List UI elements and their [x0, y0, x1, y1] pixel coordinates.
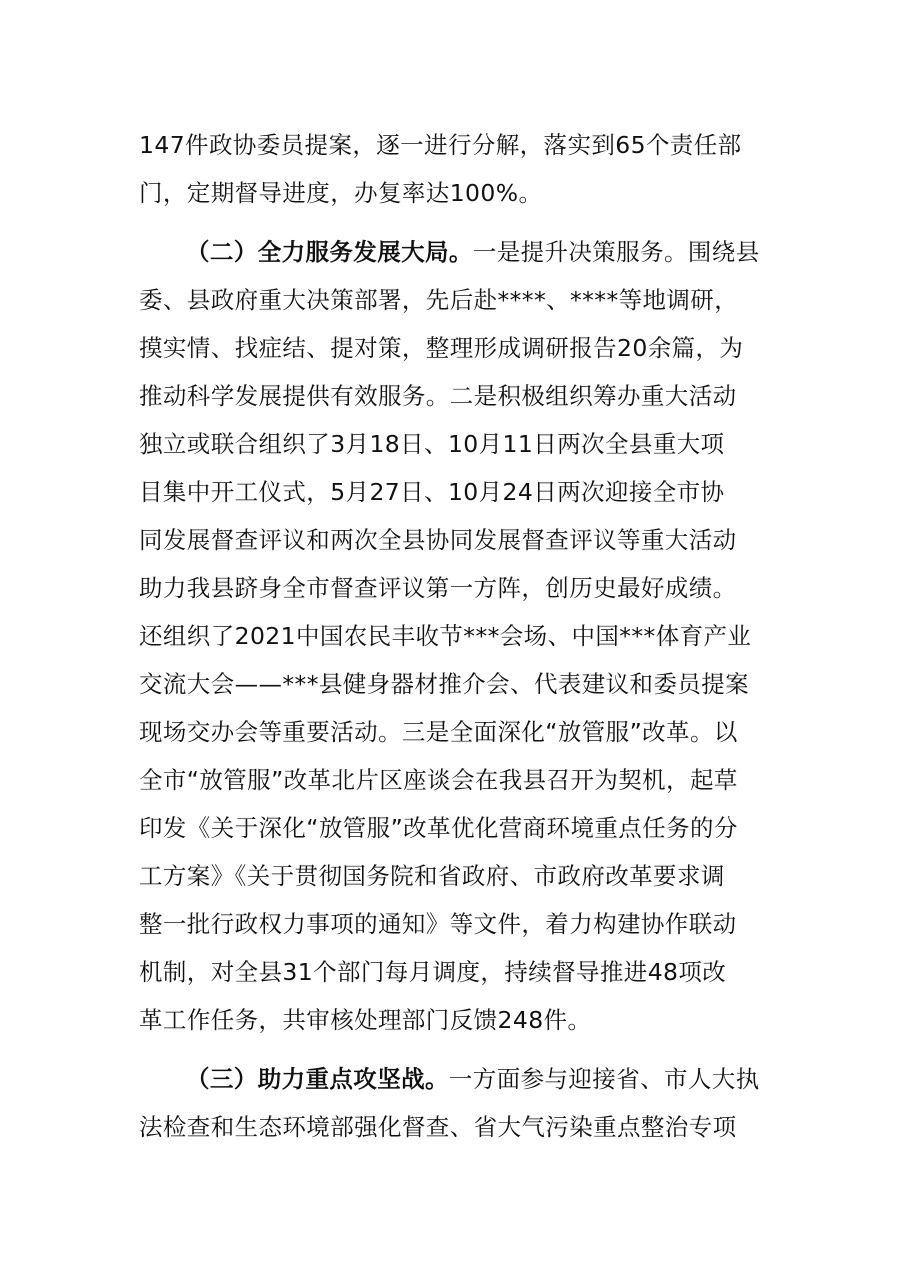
section-3-line — [186, 1059, 779, 1099]
text-line-4: 委、县政府重大决策部署，先后赴****、****等地调研， — [139, 286, 739, 314]
text-line-12: 交流大会——***县健身器材推介会、代表建议和委员提案 — [139, 670, 750, 698]
text-line-5: 摸实情、找症结、提对策，整理形成调研报告20余篇，为 — [139, 334, 744, 362]
text-line-19: 革工作任务，共审核处理部门反馈248件。 — [139, 1006, 592, 1034]
text-line-17: 整一批行政权力事项的通知》等文件，着力构建协作联动 — [139, 910, 737, 938]
text-line-14: 全市“放管服”改革北片区座谈会在我县召开为契机，起草 — [139, 766, 738, 794]
text-line-9: 同发展督查评议和两次全县协同发展督查评议等重大活动 — [139, 526, 737, 554]
text-line-13: 现场交办会等重要活动。三是全面深化“放管服”改革。以 — [139, 718, 738, 746]
text-line-1: 147件政协委员提案，逐一进行分解，落实到65个责任部 — [139, 131, 742, 159]
text-line-18: 机制，对全县31个部门每月调度，持续督导推进48项改 — [139, 958, 727, 986]
text-line-21: 法检查和生态环境部强化督查、省大气污染重点整治专项 — [139, 1113, 737, 1141]
section-2-text: 一是提升决策服务。围绕县 — [472, 238, 760, 266]
text-line-16: 工方案》《关于贯彻国务院和省政府、市政府改革要求调 — [139, 862, 725, 890]
section-2-line — [186, 232, 779, 272]
text-line-15: 印发《关于深化“放管服”改革优化营商环境重点任务的分 — [139, 814, 738, 842]
section-3-text: 一方面参与迎接省、市人大执 — [448, 1065, 760, 1093]
text-line-11: 还组织了2021中国农民丰收节***会场、中国***体育产业 — [139, 622, 752, 650]
section-2-heading: （二）全力服务发展大局。 — [186, 238, 473, 266]
text-line-2: 门，定期督导进度，办复率达100%。 — [139, 179, 543, 207]
text-line-8: 目集中开工仪式，5月27日、10月24日两次迎接全市协 — [139, 478, 725, 506]
text-line-7: 独立或联合组织了3月18日、10月11日两次全县重大项 — [139, 430, 725, 458]
section-3-heading: （三）助力重点攻坚战。 — [186, 1065, 449, 1093]
text-line-6: 推动科学发展提供有效服务。二是积极组织筹办重大活动 — [139, 382, 737, 410]
text-line-10: 助力我县跻身全市督查评议第一方阵，创历史最好成绩。 — [139, 574, 737, 602]
